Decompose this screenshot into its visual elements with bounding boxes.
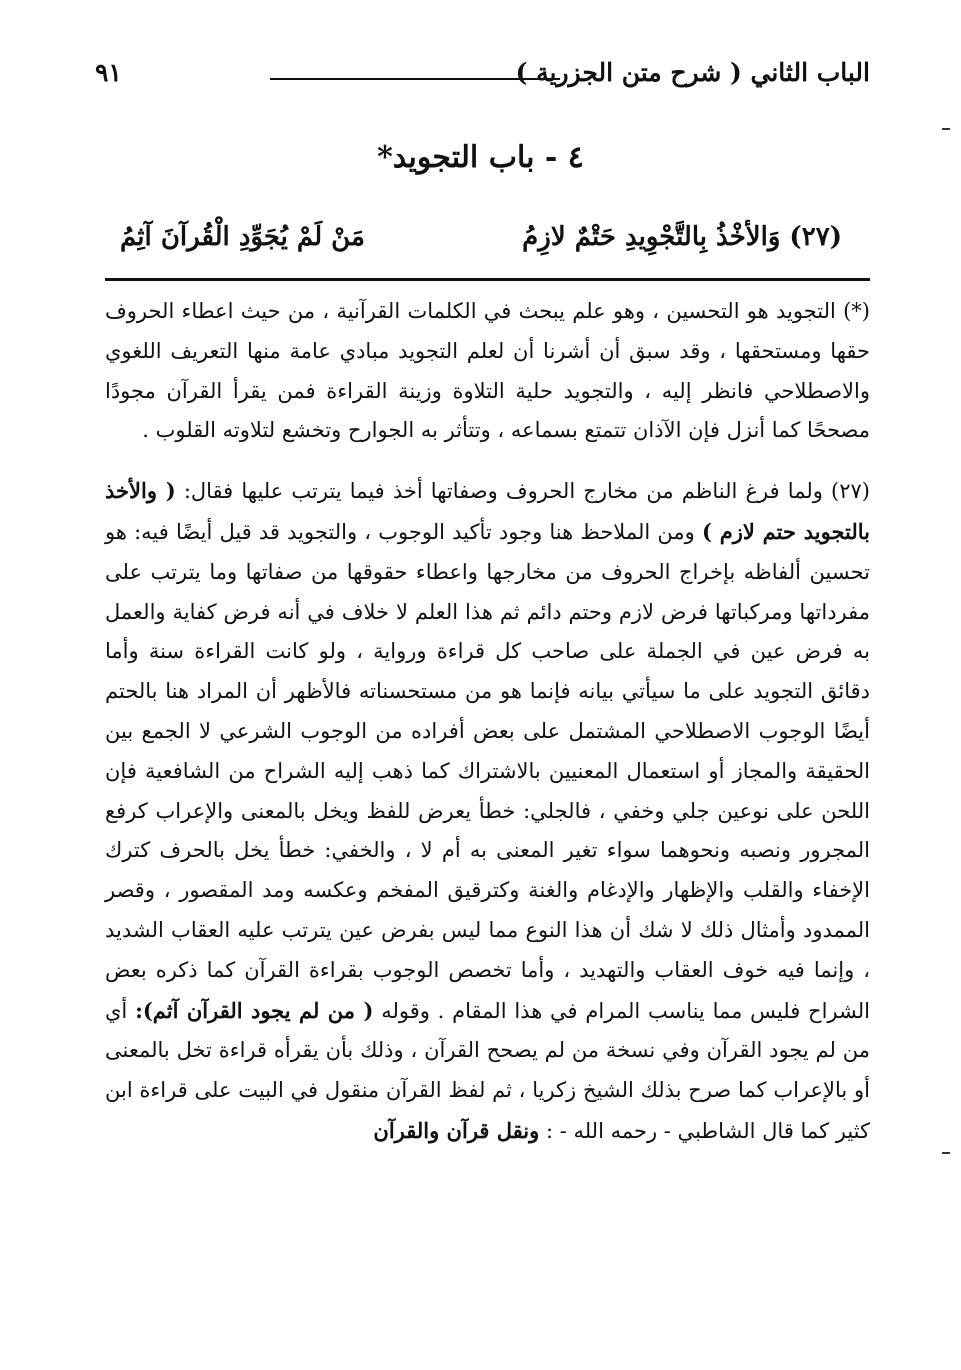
commentary-text-1: (٢٧) ولما فرغ الناظم من مخارج الحروف وصفاتها أخذ فيما يترتب عليها فقال: xyxy=(183,479,870,504)
commentary-text-3: أي من لم يجود القرآن وفي نسخة من لم يصحح القرآن ، وذلك بأن يقرأه قراءة تخل بالمعنى أو بالإعراب كما صرح بذلك الشيخ زكريا ، ثم لفظ القرآن منقول في البيت على قراءة ابن كثير كما قال الشاطبي - رحمه الله - : xyxy=(105,998,870,1143)
footnote-paragraph: (*) التجويد هو التحسين ، وهو علم يبحث في الكلمات القرآنية ، من حيث اعطاء الحروف حقها ومستحقها ، وقد سبق أن أشرنا أن لعلم التجويد مبادي عامة منها التعريف اللغوي والاصطلاحي فانظر إليه ، والتجويد حلية التلاوة وزينة القراءة فمن يقرأ القرآن مجودًا مصححًا كما أنزل فإن الآذان تتمتع بسماعه ، وتتأثر به الجوارح وتخشع لتلاوته القلوب . xyxy=(105,299,870,443)
quoted-verse-1: ( والأخذ بالتجويد حتم لازم ) xyxy=(105,478,870,544)
chapter-title: ٤ - باب التجويد* xyxy=(377,140,584,175)
commentary-body xyxy=(105,292,870,1152)
header-rule xyxy=(270,78,560,80)
verse-second-hemistich: مَنْ لَمْ يُجَوِّدِ الْقُرآنَ آثِمُ xyxy=(120,222,365,252)
scan-mark xyxy=(942,1152,950,1154)
commentary-paragraph xyxy=(105,471,870,1152)
verse-first-hemistich: (٢٧) وَالأخْذُ بِالتَّجْوِيدِ حَتْمٌ لازِمُ xyxy=(522,222,842,252)
running-header xyxy=(95,58,870,98)
scan-mark xyxy=(942,128,950,130)
page-number: ٩١ xyxy=(95,58,122,87)
quoted-verse-2: ( من لم يجود القرآن آثم): xyxy=(135,997,374,1023)
verse-line xyxy=(110,222,870,266)
quoted-verse-3: ونقل قرآن والقرآن xyxy=(373,1117,540,1143)
commentary-text-2: ومن الملاحظ هنا وجود تأكيد الوجوب ، والتجويد قد قيل أيضًا فيه: هو تحسين ألفاظه بإخراج الحروف من مخارجها واعطاء حقوقها من صفاتها وما يترتب على مفرداتها ومركباتها فرض لازم وحتم دائم ثم هذا العلم لا خلاف في أنه فرض كفاية والعمل به فرض عين في الجملة على صاحب كل قراءة ورواية ، ولو كانت القراءة سنة وأما دقائق التجويد على ما سيأتي بيانه فإنما هو من مستحسناته فالأظهر أن المراد هنا بالحتم أيضًا الوجوب الاصطلاحي المشتمل على بعض أفراده من الوجوب الشرعي لا الجمع بين الحقيقة والمجاز أو استعمال المعنيين بالاشتراك كما ذهب إليه الشراح من الشافعية فإن اللحن على نوعين جلي وخفي ، فالجلي: خطأ يعرض للفظ ويخل بالمعنى والإعراب كرفع المجرور ونصبه ونحوهما سواء تغير المعنى به أم لا ، والخفي: خطأ يخل بالحرف كترك الإخفاء والقلب والإظهار والإدغام والغنة وكترقيق المفخم وعكسه ومد المقصور ، وقصر الممدود وأمثال ذلك لا شك أن هذا النوع مما ليس بفرض عين يترتب عليه العقاب الشديد ، وإنما فيه خوف العقاب والتهديد ، وأما تخصص الوجوب بقراءة القرآن كما ذكره بعض الشراح فليس مما يناسب المرام في هذا المقام . وقوله xyxy=(105,519,870,1023)
running-title: الباب الثاني ( شرح متن الجزرية ) xyxy=(515,58,870,87)
verse-rule xyxy=(105,278,870,281)
